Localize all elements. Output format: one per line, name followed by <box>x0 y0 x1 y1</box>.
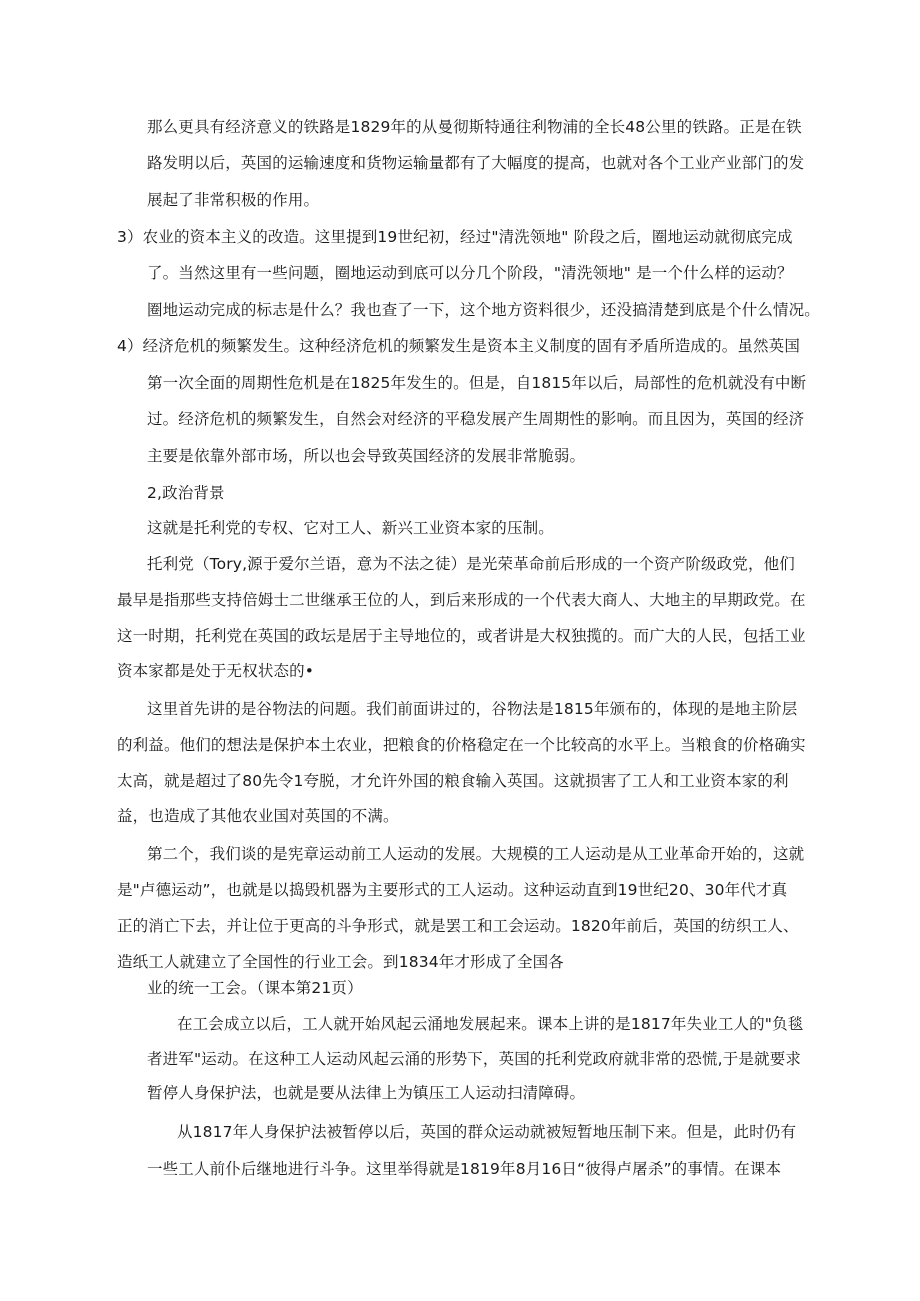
text-line: 圈地运动完成的标志是什么？我也查了一下，这个地方资料很少，还没搞清楚到底是个什么情况。 <box>147 301 820 319</box>
text-line: 造纸工人就建立了全国性的行业工会。到1834年才形成了全国各 <box>117 953 564 971</box>
text-line: 一些工人前仆后继地进行斗争。这里举得就是1819年8月16日“彼得卢屠杀”的事情。在课本 <box>147 1160 782 1178</box>
text-line: 了。当然这里有一些问题，圈地运动到底可以分几个阶段，"清洗领地" 是一个什么样的运动？ <box>147 264 793 282</box>
text-line: 从1817年人身保护法被暂停以后，英国的群众运动就被短暂地压制下来。但是，此时仍有 <box>177 1123 797 1141</box>
list-item-4: 4）经济危机的频繁发生。这种经济危机的频繁发生是资本主义制度的固有矛盾所造成的。虽然英国 <box>117 337 800 355</box>
text-line: 暂停人身保护法，也就是要从法律上为镇压工人运动扫清障碍。 <box>147 1084 586 1102</box>
text-line: 者进军"运动。在这种工人运动风起云涌的形势下，英国的托利党政府就非常的恐慌,于是就要求 <box>147 1050 802 1068</box>
text-line: 第一次全面的周期性危机是在1825年发生的。但是，自1815年以后，局部性的危机就没有中断 <box>147 374 807 392</box>
text-line: 这一时期，托利党在英国的政坛是居于主导地位的，或者讲是大权独揽的。而广大的人民，包括工业 <box>117 627 806 645</box>
text-line: 这里首先讲的是谷物法的问题。我们前面讲过的，谷物法是1815年颁布的，体现的是地主阶层 <box>147 700 798 718</box>
text-line: 托利党（Tory,源于爱尔兰语，意为不法之徒）是光荣革命前后形成的一个资产阶级政党，他们 <box>147 555 795 573</box>
text-line: 业的统一工会。（课本第21页） <box>147 979 363 997</box>
text-line: 那么更具有经济意义的铁路是1829年的从曼彻斯特通往利物浦的全长48公里的铁路。正是在铁 <box>147 118 802 136</box>
text-line: 太高，就是超过了80先令1夸脱，才允许外国的粮食输入英国。这就损害了工人和工业资本家的利 <box>117 772 789 790</box>
text-line: 是"卢德运动”，也就是以捣毁机器为主要形式的工人运动。这种运动直到19世纪20、30年代才真 <box>117 881 788 899</box>
text-line: 这就是托利党的专权、它对工人、新兴工业资本家的压制。 <box>147 519 554 537</box>
text-line: 第二个，我们谈的是宪章运动前工人运动的发展。大规模的工人运动是从工业革命开始的，这就 <box>147 845 805 863</box>
text-line: 主要是依靠外部市场，所以也会导致英国经济的发展非常脆弱。 <box>147 447 586 465</box>
text-line: 资本家都是处于无权状态的• <box>117 662 315 680</box>
text-line: 益，也造成了其他农业国对英国的不满。 <box>117 807 399 825</box>
text-line: 展起了非常积极的作用。 <box>147 191 320 209</box>
list-item-3: 3）农业的资本主义的改造。这里提到19世纪初，经过"清洗领地" 阶段之后，圈地运动就彻底完成 <box>117 228 793 246</box>
text-line: 最早是指那些支持倍姆士二世继承王位的人，到后来形成的一个代表大商人、大地主的早期政党。在 <box>117 591 806 609</box>
text-line: 在工会成立以后，工人就开始风起云涌地发展起来。课本上讲的是1817年失业工人的"负毯 <box>177 1015 804 1033</box>
text-line: 的利益。他们的想法是保护本土农业，把粮食的价格稳定在一个比较高的水平上。当粮食的价格确实 <box>117 736 806 754</box>
text-line: 正的消亡下去，并让位于更高的斗争形式，就是罢工和工会运动。1820年前后，英国的纺织工人、 <box>117 917 799 935</box>
text-line: 路发明以后，英国的运输速度和货物运输量都有了大幅度的提高，也就对各个工业产业部门的发 <box>147 154 805 172</box>
text-line: 过。经济危机的频繁发生，自然会对经济的平稳发展产生周期性的影响。而且因为，英国的经济 <box>147 410 805 428</box>
section-heading: 2,政治背景 <box>147 484 225 502</box>
